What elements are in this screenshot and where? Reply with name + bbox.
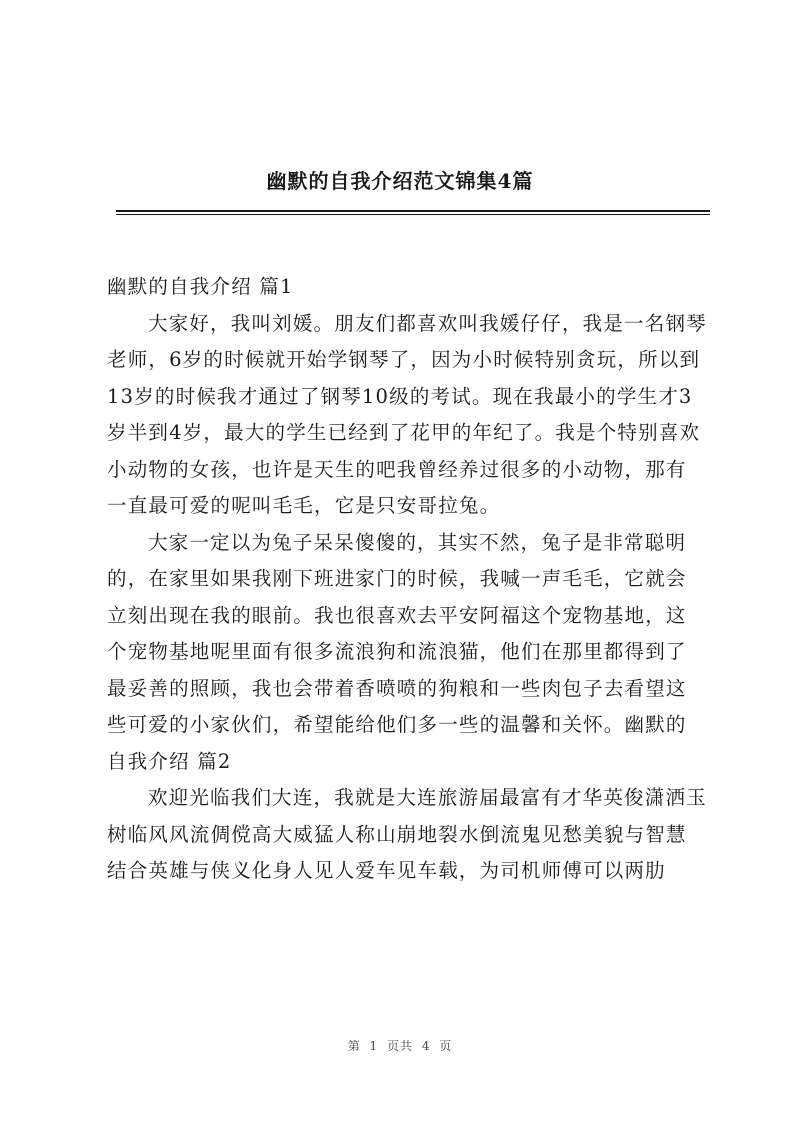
- document-body: [107, 269, 707, 890]
- body-paragraph: 大家好，我叫刘媛。朋友们都喜欢叫我媛仔仔，我是一名钢琴老师，6岁的时候就开始学钢琴了，因为小时候特别贪玩，所以到13岁的时候我才通过了钢琴10级的考试。现在我最小的学生才3岁半到4岁，最大的学生已经到了花甲的年纪了。我是个特别喜欢小动物的女孩，也许是天生的吧我曾经养过很多的小动物，那有一直最可爱的呢叫毛毛，它是只安哥拉兔。: [107, 311, 707, 517]
- document-title: 幽默的自我介绍范文锦集4篇: [266, 169, 534, 193]
- body-paragraph: [107, 525, 707, 781]
- title-divider-thin: [116, 214, 710, 215]
- paragraph-text: 大家一定以为兔子呆呆傻傻的，其实不然，兔子是非常聪明的，在家里如果我刚下班进家门的时候，我喊一声毛毛，它就会立刻出现在我的眼前。我也很喜欢去平安阿福这个宠物基地，这个宠物基地呢里面有很多流浪狗和流浪猫，他们在那里都得到了最妥善的照顾，我也会带着香喷喷的狗粮和一些肉包子去看望这些可爱的小家伙们，希望能给他们多一些的温馨和关怀。: [107, 530, 687, 736]
- body-paragraph: 欢迎光临我们大连，我就是大连旅游届最富有才华英俊潇洒玉树临风风流倜傥高大威猛人称山崩地裂水倒流鬼见愁美貌与智慧结合英雄与侠义化身人见人爱车见车载，为司机师傅可以两肋: [107, 786, 707, 882]
- title-divider: [116, 210, 710, 212]
- section-heading-2: 幽默的自我介绍 篇2: [107, 713, 687, 773]
- page-footer: 第 1 页共 4 页: [347, 1039, 453, 1053]
- section-heading-1: 幽默的自我介绍 篇1: [107, 275, 294, 298]
